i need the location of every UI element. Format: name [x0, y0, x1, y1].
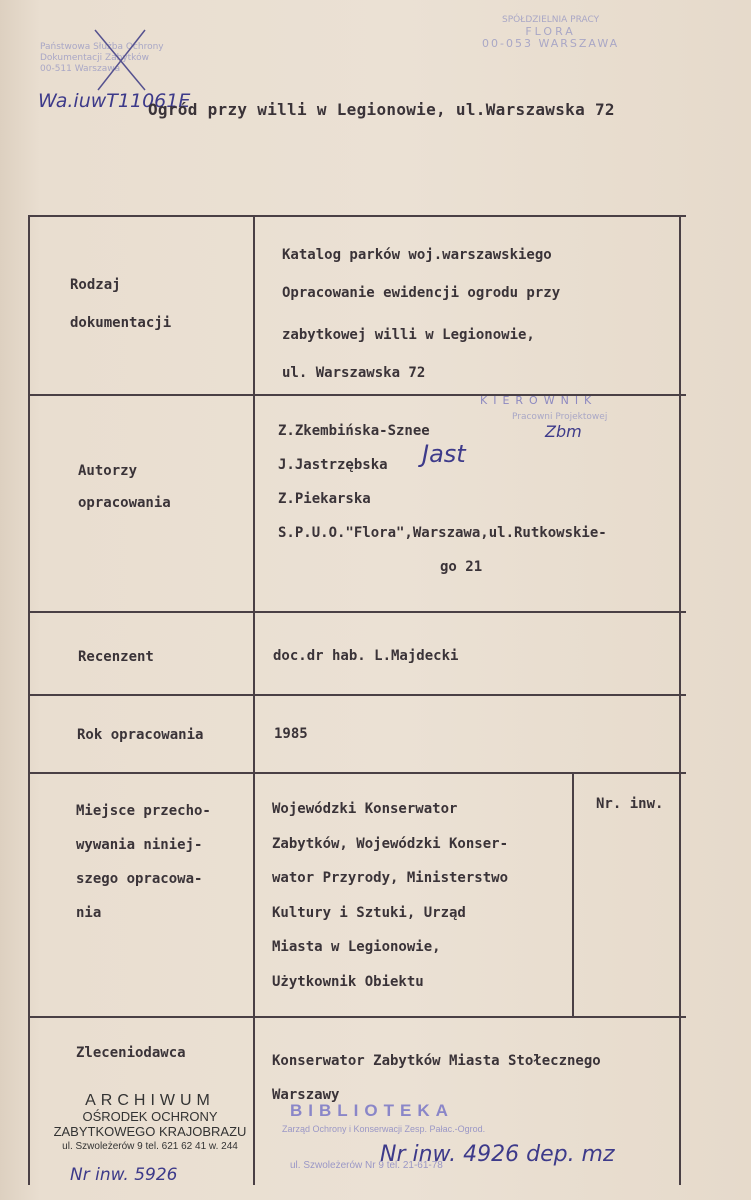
table-border-top [28, 215, 686, 217]
signature-jastrzebska: Jast [422, 440, 466, 468]
label-line: Recenzent [78, 649, 154, 665]
library-stamp-sub: Zarząd Ochrony i Konserwacji Zesp. Pałac.-Ogrod. [282, 1124, 486, 1134]
label-line: wywania niniej- [76, 837, 203, 853]
handwritten-reference: Wa.iuwT11061E [38, 90, 191, 112]
archive-title: ARCHIWUM [85, 1092, 215, 1109]
table-row-divider [28, 611, 686, 613]
archive-line: ZABYTKOWEGO KRAJOBRAZU [53, 1124, 247, 1139]
archive-line: OŚRODEK OCHRONY [82, 1109, 218, 1124]
content-rodzaj-dokumentacji [282, 236, 560, 392]
table-column-divider [253, 215, 255, 1185]
content-rok-opracowania [274, 726, 308, 742]
label-line: dokumentacji [70, 315, 172, 331]
content-line: 1985 [274, 726, 308, 742]
stamp-line: Państwowa Służba Ochrony [40, 42, 164, 52]
stamp-line: SPÓŁDZIELNIA PRACY [502, 15, 600, 25]
stamp-line: Dokumentacji Zabytków [40, 53, 149, 63]
label-line: nia [76, 905, 102, 921]
label-line: Autorzy [78, 463, 138, 479]
label-zleceniodawca [76, 1040, 186, 1066]
content-recenzent [273, 648, 458, 664]
stamp-kierownik: KIEROWNIK [480, 394, 598, 407]
table-border-right [679, 215, 681, 1185]
content-line: Z.Piekarska [278, 491, 371, 507]
label-autorzy-opracowania [78, 455, 171, 519]
content-line: Z.Zkembińska-Sznee [278, 423, 430, 439]
table-row-divider [28, 694, 686, 696]
page-title: Ogród przy willi w Legionowie, ul.Warszawska 72 [148, 100, 615, 119]
content-line: Warszawy [272, 1087, 340, 1103]
content-line: Konserwator Zabytków Miasta Stołecznego [272, 1053, 601, 1069]
cross-out-mark [90, 25, 150, 95]
table-row-divider [28, 1016, 686, 1018]
content-line: Opracowanie ewidencji ogrodu przy [282, 285, 561, 301]
label-miejsce-przechowywania [76, 794, 211, 930]
content-line: J.Jastrzębska [278, 457, 388, 473]
label-rodzaj-dokumentacji [70, 266, 171, 342]
label-line: opracowania [78, 495, 171, 511]
stamp-line: 00-511 Warszawa [40, 64, 121, 74]
table-border-left [28, 215, 30, 1185]
label-line: szego opracowa- [76, 871, 203, 887]
content-line: wator Przyrody, Ministerstwo [272, 870, 509, 886]
inventory-column-divider [572, 774, 574, 1016]
content-line: Miasta w Legionowie, [272, 939, 441, 955]
handwritten-inventory-number: Nr inw. 5926 [70, 1165, 178, 1185]
content-line: doc.dr hab. L.Majdecki [273, 648, 459, 664]
content-line: go 21 [440, 559, 483, 575]
content-miejsce-przechowywania [272, 792, 508, 999]
content-line: Katalog parków woj.warszawskiego [282, 247, 552, 263]
content-line: S.P.U.O."Flora",Warszawa,ul.Rutkowskie- [278, 525, 607, 541]
label-rok-opracowania [77, 722, 203, 748]
content-line: Użytkownik Obiektu [272, 973, 424, 990]
label-line: Miejsce przecho- [76, 803, 211, 819]
content-line: Nr. inw. [596, 796, 664, 812]
stamp-top-right [482, 14, 619, 50]
stamp-line: FLORA [525, 25, 576, 38]
inventory-number-label [596, 796, 663, 812]
library-stamp: BIBLIOTEKA [290, 1101, 454, 1120]
label-line: Zleceniodawca [76, 1045, 186, 1061]
stamp-kierownik-sub: Pracowni Projektowej [512, 412, 608, 422]
content-line: Zabytków, Wojewódzki Konser- [272, 835, 509, 852]
library-stamp-address: ul. Szwoleżerów Nr 9 tel. 21-61-78 [290, 1160, 443, 1171]
label-line: Rodzaj [70, 277, 121, 293]
archive-address: ul. Szwoleżerów 9 tel. 621 62 41 w. 244 [62, 1141, 238, 1152]
content-line: Wojewódzki Konserwator [272, 801, 458, 817]
label-line: Rok opracowania [77, 727, 204, 743]
content-line: zabytkowej willi w Legionowie, [282, 327, 535, 343]
content-line: Kultury i Sztuki, Urząd [272, 904, 466, 921]
table-row-divider [28, 772, 686, 774]
signature-kierownik: Zbm [545, 422, 582, 441]
label-recenzent [78, 644, 154, 670]
content-line: ul. Warszawska 72 [282, 365, 426, 381]
handwritten-library-note: Nr inw. 4926 dep. mz [380, 1142, 615, 1167]
stamp-line: 00-053 WARSZAWA [482, 37, 620, 50]
archive-stamp [40, 1092, 260, 1152]
